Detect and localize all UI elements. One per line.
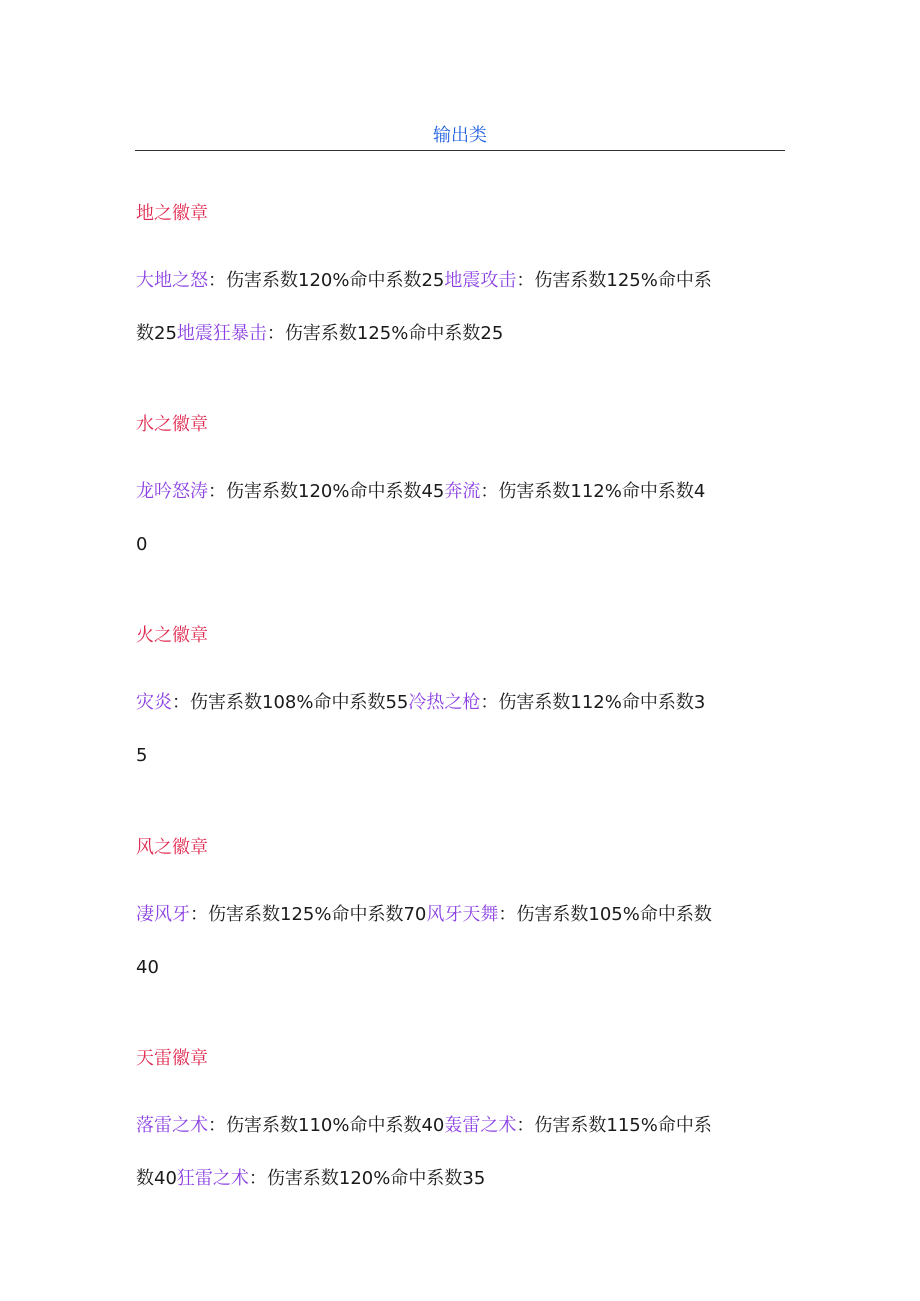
badge-section-fire bbox=[136, 623, 716, 782]
skill-stats: 伤害系数112%命中系数40 bbox=[136, 481, 706, 555]
skill-name: 奔流 bbox=[444, 481, 481, 502]
skill-separator: ： bbox=[190, 904, 208, 925]
skill-separator: ： bbox=[172, 692, 190, 713]
skill-separator: ： bbox=[208, 270, 226, 291]
skill-separator: ： bbox=[208, 1115, 226, 1136]
skill-stats: 伤害系数112%命中系数35 bbox=[136, 692, 706, 766]
skill-stats: 伤害系数125%命中系数70 bbox=[208, 904, 427, 925]
badge-heading: 火之徽章 bbox=[136, 625, 208, 646]
skill-name: 风牙天舞 bbox=[426, 904, 499, 925]
skill-list bbox=[136, 1099, 716, 1205]
skill-name: 落雷之术 bbox=[136, 1115, 208, 1136]
skill-separator: ： bbox=[208, 481, 226, 502]
skill-separator: ： bbox=[516, 1115, 535, 1136]
badge-section-thunder bbox=[136, 1046, 716, 1205]
title-divider bbox=[135, 150, 785, 151]
skill-stats: 伤害系数125%命中系数25 bbox=[284, 323, 504, 344]
skill-stats: 伤害系数120%命中系数45 bbox=[226, 481, 445, 502]
badge-heading: 风之徽章 bbox=[136, 837, 208, 858]
skill-name: 地震攻击 bbox=[444, 270, 517, 291]
skill-separator: ： bbox=[480, 692, 499, 713]
badge-heading: 水之徽章 bbox=[136, 414, 208, 435]
badge-section-wind bbox=[136, 835, 716, 994]
badge-heading: 地之徽章 bbox=[136, 203, 208, 224]
skill-name: 地震狂暴击 bbox=[176, 323, 267, 344]
skill-stats: 伤害系数125%命中系数25 bbox=[136, 270, 712, 344]
skill-list bbox=[136, 465, 716, 571]
skill-name: 轰雷之术 bbox=[444, 1115, 517, 1136]
skill-name: 狂雷之术 bbox=[176, 1168, 249, 1189]
badge-heading: 天雷徽章 bbox=[136, 1048, 208, 1069]
skill-separator: ： bbox=[266, 323, 285, 344]
skill-name: 冷热之枪 bbox=[408, 692, 481, 713]
badge-section-water bbox=[136, 412, 716, 571]
skill-list bbox=[136, 254, 716, 360]
badge-section-earth bbox=[136, 201, 716, 360]
skill-list bbox=[136, 676, 716, 782]
document-title: 输出类 bbox=[433, 125, 487, 146]
skill-stats: 伤害系数120%命中系数35 bbox=[266, 1168, 486, 1189]
skill-list bbox=[136, 888, 716, 994]
skill-name: 灾炎 bbox=[136, 692, 172, 713]
skill-stats: 伤害系数108%命中系数55 bbox=[190, 692, 409, 713]
skill-stats: 伤害系数105%命中系数40 bbox=[136, 904, 712, 978]
skill-separator: ： bbox=[516, 270, 535, 291]
skill-stats: 伤害系数120%命中系数25 bbox=[226, 270, 445, 291]
skill-separator: ： bbox=[498, 904, 517, 925]
skill-name: 龙吟怒涛 bbox=[136, 481, 208, 502]
skill-name: 凄风牙 bbox=[136, 904, 190, 925]
skill-separator: ： bbox=[480, 481, 499, 502]
skill-stats: 伤害系数115%命中系数40 bbox=[136, 1115, 712, 1189]
skill-separator: ： bbox=[248, 1168, 267, 1189]
skill-name: 大地之怒 bbox=[136, 270, 208, 291]
skill-stats: 伤害系数110%命中系数40 bbox=[226, 1115, 445, 1136]
